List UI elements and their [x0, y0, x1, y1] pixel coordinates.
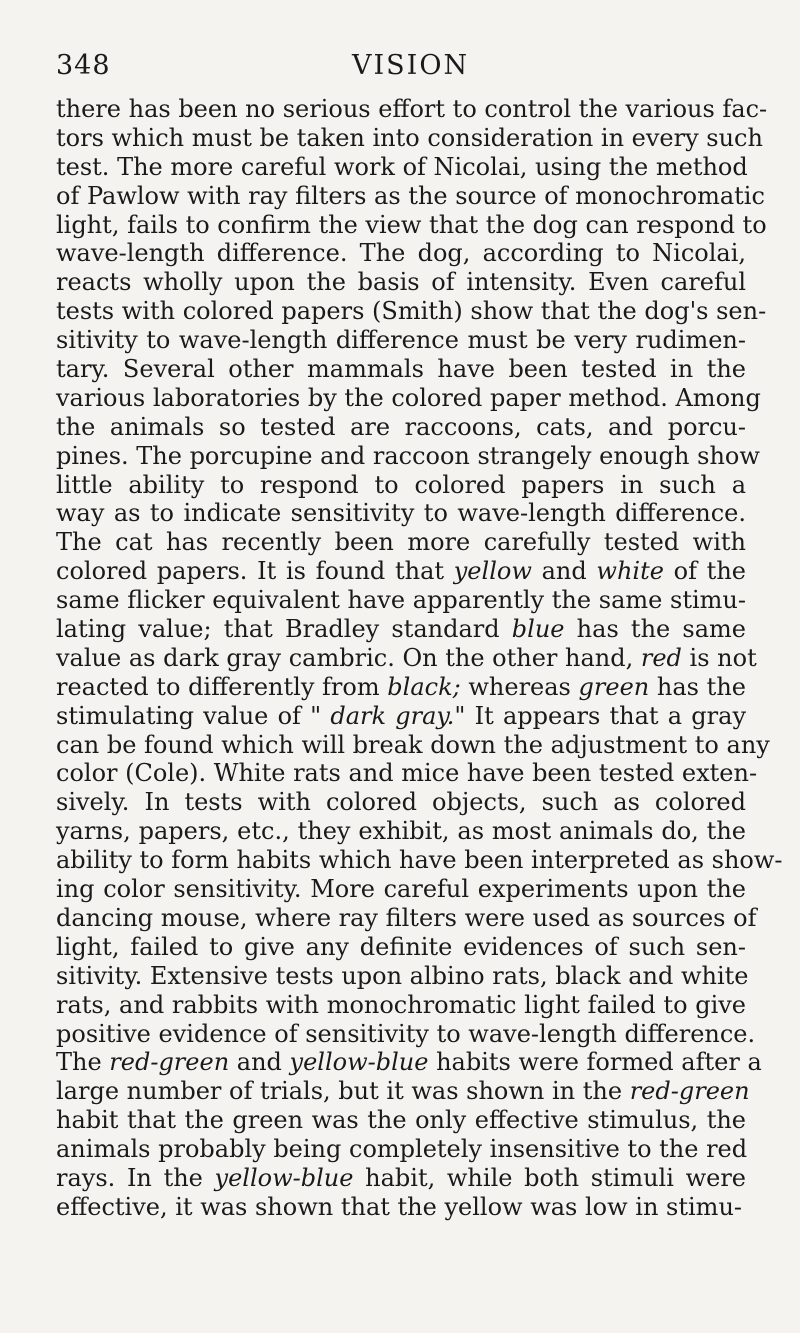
italic-term: red: [640, 643, 682, 672]
text-line: rays. In the yellow-blue habit, while both stimuli were: [56, 1163, 746, 1192]
text-line: can be found which will break down the adjustment to any: [56, 730, 770, 759]
text-line: wave-length difference. The dog, according to Nicolai,: [56, 239, 746, 268]
body-text: [56, 95, 783, 1222]
text-line: tors which must be taken into consideration in every such: [56, 123, 763, 152]
text-line: The red-green and yellow-blue habits were formed after a: [56, 1048, 762, 1077]
text-line: reacts wholly upon the basis of intensity. Even careful: [56, 268, 746, 297]
page-header: [56, 50, 746, 90]
text-line: lating value; that Bradley standard blue has the same: [56, 615, 746, 644]
text-line: tary. Several other mammals have been tested in the: [56, 355, 746, 384]
text-line: habit that the green was the only effective stimulus, the: [56, 1106, 746, 1135]
text-line: color (Cole). White rats and mice have been tested exten-: [56, 759, 758, 788]
text-line: stimulating value of " dark gray." It appears that a gray: [56, 701, 746, 730]
text-line: way as to indicate sensitivity to wave-length difference.: [56, 499, 746, 528]
text-line: ing color sensitivity. More careful experiments upon the: [56, 875, 746, 904]
text-line: The cat has recently been more carefully tested with: [56, 528, 746, 557]
text-line: tests with colored papers (Smith) show that the dog's sen-: [56, 297, 767, 326]
text-line: light, failed to give any definite evidences of such sen-: [56, 932, 746, 961]
text-line: test. The more careful work of Nicolai, using the method: [56, 152, 748, 181]
text-line: there has been no serious effort to control the various fac-: [56, 95, 768, 123]
italic-term: red-green: [109, 1048, 230, 1077]
text-line: animals probably being completely insensitive to the red: [56, 1135, 748, 1164]
italic-term: red-green: [629, 1077, 750, 1106]
italic-term: green: [578, 672, 650, 701]
text-line: large number of trials, but it was shown in the red-green: [56, 1077, 750, 1106]
italic-term: " dark gray.": [310, 701, 466, 730]
text-line: same flicker equivalent have apparently the same stimu-: [56, 586, 746, 615]
text-line: sitivity to wave-length difference must be very rudimen-: [56, 326, 746, 355]
italic-term: yellow-blue: [289, 1048, 429, 1077]
italic-term: yellow: [453, 557, 532, 586]
text-line: various laboratories by the colored paper method. Among: [56, 383, 761, 412]
text-line: pines. The porcupine and raccoon strangely enough show: [56, 441, 760, 470]
text-line: rats, and rabbits with monochromatic light failed to give: [56, 990, 746, 1019]
italic-term: blue: [511, 615, 565, 644]
text-line: sively. In tests with colored objects, such as colored: [56, 788, 746, 817]
text-line: reacted to differently from black; whereas green has the: [56, 672, 746, 701]
text-line: little ability to respond to colored papers in such a: [56, 470, 746, 499]
text-line: colored papers. It is found that yellow and white of the: [56, 557, 746, 586]
italic-term: white: [596, 557, 664, 586]
text-line: positive evidence of sensitivity to wave-length difference.: [56, 1019, 756, 1048]
text-line: of Pawlow with ray filters as the source of monochromatic: [56, 181, 765, 210]
text-line: dancing mouse, where ray filters were used as sources of: [56, 903, 757, 932]
text-line: value as dark gray cambric. On the other hand, red is not: [56, 643, 757, 672]
text-line: effective, it was shown that the yellow was low in stimu-: [56, 1192, 743, 1221]
page-number: 348: [56, 50, 111, 81]
text-line: the animals so tested are raccoons, cats, and porcu-: [56, 412, 746, 441]
running-title: VISION: [352, 50, 470, 81]
text-line: sitivity. Extensive tests upon albino rats, black and white: [56, 961, 749, 990]
text-line: yarns, papers, etc., they exhibit, as most animals do, the: [56, 817, 746, 846]
text-line: light, fails to confirm the view that the dog can respond to: [56, 210, 767, 239]
italic-term: black;: [387, 672, 461, 701]
italic-term: yellow-blue: [214, 1163, 354, 1192]
text-line: ability to form habits which have been interpreted as show-: [56, 846, 783, 875]
